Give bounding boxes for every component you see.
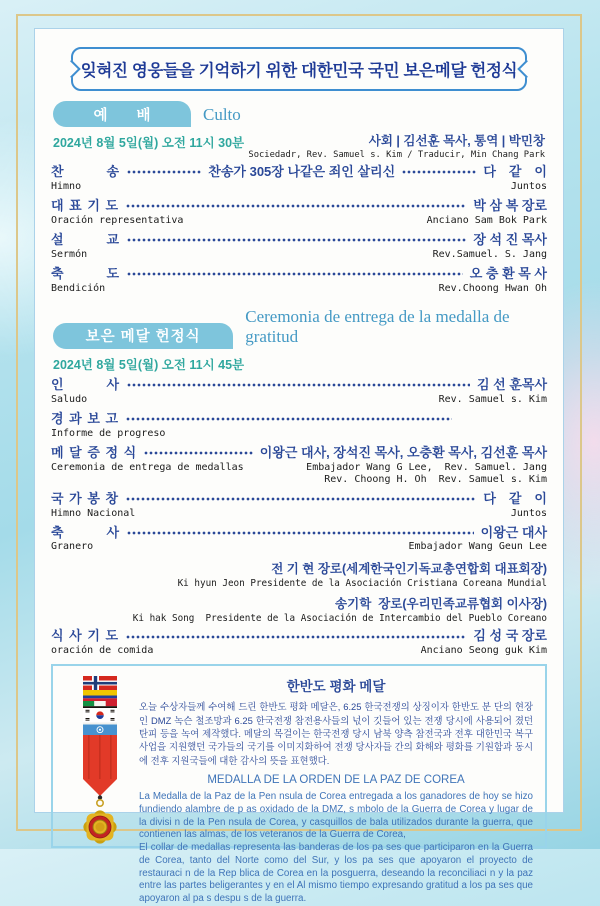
peace-medal-title-ko: 한반도 평화 메달 [286,679,386,695]
dotted-leader [126,413,452,425]
row-label-ko: 대 표 기 도 [51,197,120,213]
peace-medal-title-es: MEDALLA DE LA ORDEN DE LA PAZ DE COREA [207,774,465,787]
worship-section-header [53,101,547,127]
row-name-es-line2: Rev. Choong H. Oh Rev. Samuel s. Kim [324,473,547,485]
guest-name-es: Ki hyun Jeon Presidente de la Asociación Cristiana Coreana Mundial [177,578,547,590]
dotted-leader [144,447,252,459]
row-label-ko: 축 도 [51,265,121,281]
guest-name-ko: 송기학 장로(우리민족교류협회 이사장) [335,597,547,612]
medal-section-header [53,307,547,349]
dotted-leader [127,234,466,246]
dotted-leader [402,166,476,178]
dotted-leader [127,527,473,539]
program-row [51,165,547,193]
dotted-leader [127,268,463,280]
row-label-es: Himno Nacional [51,507,136,519]
program-row [51,412,547,440]
row-name-es: Rev. Samuel s. Kim [438,393,547,405]
row-label-es: Bendición [51,282,106,294]
dotted-leader [126,631,466,643]
row-label-ko: 축 사 [51,524,121,540]
program-row [51,233,547,261]
row-label-ko: 설 교 [51,231,121,247]
row-label-ko: 메 달 증 정 식 [51,444,138,460]
row-name-ko: 박 삼 복 장로 [473,197,547,213]
row-label-es: Himno [51,180,82,192]
un-flag [83,725,117,736]
mc-korean: 사회 | 김선훈 목사, 통역 | 박민창 [368,134,545,148]
row-name-ko: 이왕근 대사, 장석진 목사, 오충환 목사, 김선훈 목사 [259,444,547,460]
row-name-ko: 다 같 이 [483,164,547,179]
colombia-flag [83,690,117,701]
row-label-es: Saludo [51,393,88,405]
row-name-ko: 다 같 이 [483,490,547,506]
worship-datetime: 2024년 8월 5일(월) 오전 11시 30분 [53,136,245,150]
program-row [51,267,547,295]
row-name-es: Embajador Wang Geun Lee [408,541,547,553]
row-name-ko: 이왕근 대사 [480,524,547,540]
dotted-leader [127,166,201,178]
row-label-es: Granero [51,541,94,553]
row-name-ko: 김 선 훈목사 [476,376,547,392]
row-name-es: Anciano Seong guk Kim [420,645,547,657]
row-name-es: Embajador Wang G Lee, Rev. Samuel. Jang [306,461,547,473]
program-row [51,199,547,227]
peace-medal-body-ko: 오늘 수상자들께 수여해 드린 한반도 평화 메달은, 6.25 한국전쟁의 상징이자 한반도 분 단의 현장인 DMZ 녹슨 철조망과 6.25 한국전쟁 참전용사들의 넋이 깃들어 있는 전쟁 당시에 사용되어 졌던 탄피 등을 녹여 제작했다. 메달의 목걸이는 한국전쟁 당시 남북 양측 참전국과 전후 대한민국 복구사업을 지원했던 국가들의 국기를 이미지화하여 전쟁 당사자들 간의 화해와 평화를 기원함과 동시에 전후 지원국들에 대한 감사의 뜻을 표현했다. [139,701,533,766]
page-title: 잊혀진 영웅들을 기억하기 위한 대한민국 국민 보은메달 헌정식 [80,62,518,80]
peace-medal-image [67,676,133,852]
row-label-es: Ceremonia de entrega de medallas [51,461,244,473]
medal-meta [53,353,545,373]
medal-datetime: 2024년 8월 5일(월) 오전 11시 45분 [53,357,245,372]
white-stripe [83,723,117,725]
row-label-es: Informe de progreso [51,427,166,439]
program-row [51,378,547,406]
dotted-leader [126,493,476,505]
guest-name-ko: 전 기 현 장로(세계한국인기독교총연합회 대표회장) [271,562,547,577]
row-label-es: Oración representativa [51,214,184,226]
program-row [51,629,547,657]
medal-tab: 보은 메달 헌정식 [53,323,233,349]
row-label-ko: 인 사 [51,376,121,392]
worship-meta [53,131,545,160]
row-label-ko: 식 사 기 도 [51,628,120,644]
row-label-ko: 경 과 보 고 [51,410,120,426]
row-label-es: oración de comida [51,645,154,657]
medal-subtitle: Ceremonia de entrega de la medalla de gratitud [245,306,510,346]
peace-medal-box [51,664,547,904]
row-name-es: Juntos [510,507,547,519]
peace-medal-body-es-2: El collar de medallas representa las banderas de los pa ses que participaron en la Guerra de Corea, tanto del Norte como del Sur, y los pa ses que apoyaron el proyecto de restauraci n de la Rep blica de Corea en la posguerra, deseando la reconciliaci n y la paz entre las partes beligerantes y en el Al mismo tiempo expresando gratitud a los pa ses que apoyaron al pa s despu s de la guerra. [139,842,533,904]
row-label-ko: 국 가 봉 창 [51,490,120,506]
guest-name-es: Ki hak Song Presidente de la Asociación de Intercambio del Pueblo Coreano [132,613,547,625]
mc-roman: Sociedadr, Rev. Samuel s. Kim / Traducir, Min Chang Park [248,150,545,160]
row-name-ko: 장 석 진 목사 [473,231,547,247]
row-name-es: Anciano Sam Bok Park [426,214,547,226]
program-row [51,492,547,520]
congratulatory-guest [51,594,547,624]
medal-pendant [81,796,119,847]
dotted-leader [126,200,466,212]
row-name-es: Rev.Choong Hwan Oh [438,282,547,294]
worship-tab: 예 배 [53,101,191,127]
program-row [51,526,547,554]
row-name-ko: 김 성 국 장로 [473,628,547,644]
title-bracket-frame [71,47,527,91]
worship-mc [248,131,545,160]
dotted-leader [127,379,470,391]
bulletin-card [34,28,564,904]
red-ribbon [83,735,117,796]
norway-flag [83,676,117,690]
row-center-ko: 찬송가 305장 나같은 죄인 살리신 [208,164,396,179]
worship-subtitle: Culto [203,105,241,124]
row-name-es: Juntos [510,180,547,192]
row-label-ko: 찬 송 [51,164,121,179]
row-name-es: Rev.Samuel. S. Jang [432,248,547,260]
korea-flag [83,708,117,723]
peace-medal-body-es-1: La Medalla de la Paz de la Pen nsula de Corea entregada a los ganadores de hoy se hizo fundiendo alambre de p as oxidado de la DMZ, s mbolo de la Guerra de Corea y lugar de la divisi n de la Pen nsula de Corea, y casquillos de bala utilizados durante la guerra, que contienen las almas, de los veteranos de la Guerra de Corea, [139,791,533,841]
row-label-es: Sermón [51,248,88,260]
row-name-ko: 오 충 환 목 사 [469,265,547,281]
congratulatory-guest [51,559,547,589]
italy-flag [83,701,117,708]
program-row [51,446,547,486]
